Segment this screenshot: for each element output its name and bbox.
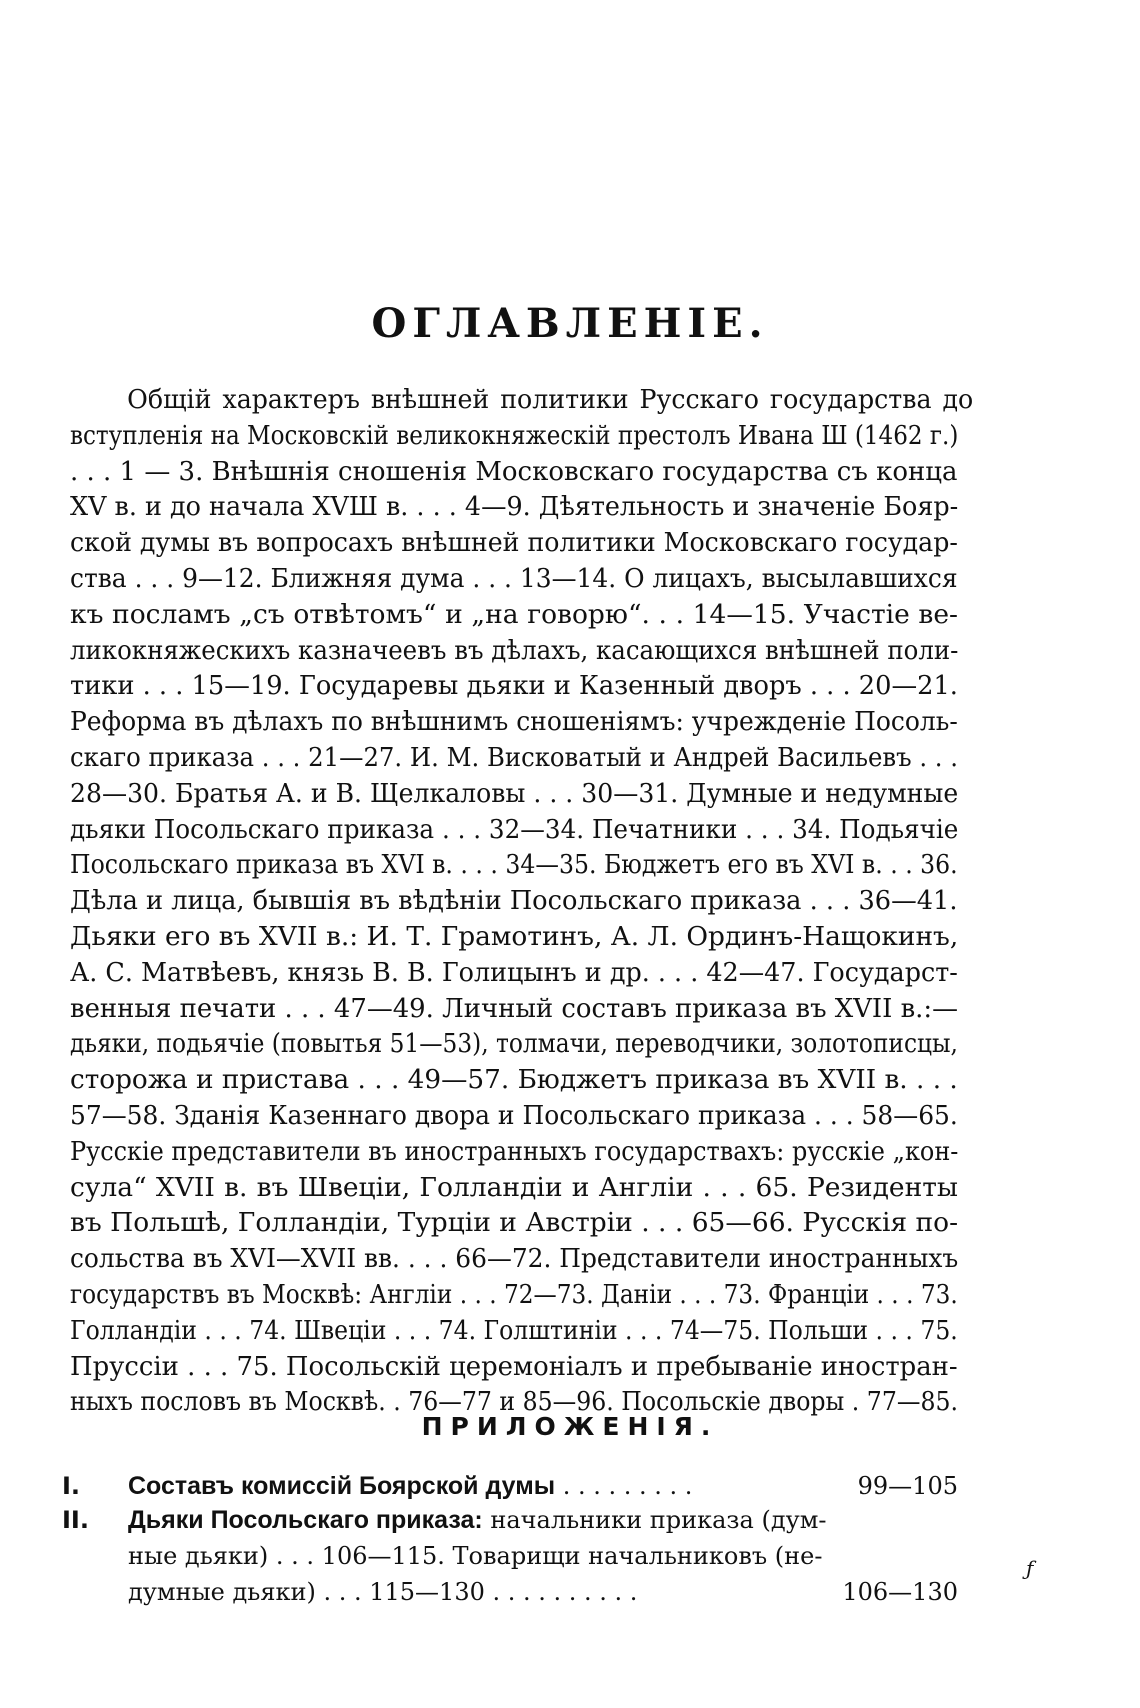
appendix-text: думные дьяки) . . . 115—130 (128, 1578, 485, 1606)
paragraph-line: . . . 1 — 3. Внѣшнія сношенія Московскаго государства съ конца (70, 455, 958, 487)
paragraph-line: венныя печати . . . 47—49. Личный составъ приказа въ XVII в.:— (70, 992, 959, 1024)
paragraph-line: сольства въ XVI—XVII вв. . . . 66—72. Представители иностранныхъ (70, 1243, 959, 1275)
paragraph-line: тики . . . 15—19. Государевы дьяки и Казенный дворъ . . . 20—21. (70, 670, 958, 702)
appendix-item-1 (62, 1472, 958, 1506)
leader-dots: . . . . . . . . . . (484, 1578, 638, 1606)
paragraph-line: XV в. и до начала XVШ в. . . . 4—9. Дѣятельность и значеніе Бояр- (70, 491, 959, 523)
paragraph-line: Дьяки его въ XVII в.: И. Т. Грамотинъ, А. Л. Ординъ-Нащокинъ, (70, 920, 959, 952)
paragraph-line: государствъ въ Москвѣ: Англіи . . . 72—73. Даніи . . . 73. Франціи . . . 73. (70, 1278, 958, 1310)
margin-mark: ƒ (1026, 1556, 1034, 1580)
appendix-pages: 106—130 (842, 1578, 958, 1606)
appendix-text-row (128, 1578, 637, 1606)
paragraph-line: въ Польшѣ, Голландіи, Турціи и Австріи . . . 65—66. Русскія по- (70, 1207, 959, 1239)
appendix-pages: 99—105 (857, 1472, 958, 1500)
paragraph-line: дьяки Посольскаго приказа . . . 32—34. Печатники . . . 34. Подьячіе (70, 813, 959, 845)
leader-dots: . . . . . . . . . (555, 1472, 693, 1500)
appendix-number: I. (62, 1472, 81, 1500)
contents-paragraph (70, 382, 974, 1420)
paragraph-line: ской думы въ вопросахъ внѣшней политики Московскаго государ- (70, 527, 958, 559)
appendix-title-row (128, 1472, 692, 1501)
paragraph-line: ликокняжескихъ казначеевъ въ дѣлахъ, касающихся внѣшней поли- (70, 634, 959, 666)
appendix-title: Составъ комиссій Боярской думы (128, 1472, 556, 1500)
appendix-item-2 (62, 1506, 958, 1616)
paragraph-line: Дѣла и лица, бывшія въ вѣдѣніи Посольскаго приказа . . . 36—41. (70, 885, 958, 917)
paragraph-line: Пруссіи . . . 75. Посольскій церемоніалъ и пребываніе иностран- (70, 1350, 958, 1382)
paragraph-line: А. С. Матвѣевъ, князь В. В. Голицынъ и др. . . . 42—47. Государст- (70, 956, 958, 988)
paragraph-line: Общій характеръ внѣшней политики Русскаго государства до (127, 384, 974, 415)
paragraph-line: вступленія на Московскій великокняжескій престолъ Ивана Ш (1462 г.) (70, 419, 959, 451)
paragraph-line: Голландіи . . . 74. Швеціи . . . 74. Голштиніи . . . 74—75. Польши . . . 75. (70, 1314, 958, 1346)
appendix-title: Дьяки Посольскаго приказа: (128, 1506, 483, 1534)
paragraph-line: 57—58. Зданія Казеннаго двора и Посольскаго приказа . . . 58—65. (70, 1099, 958, 1131)
paragraph-line: ныхъ пословъ въ Москвѣ. . 76—77 и 85—96. Посольскіе дворы . 77—85. (70, 1386, 958, 1418)
paragraph-line: Реформа въ дѣлахъ по внѣшнимъ сношеніямъ: учрежденіе Посоль- (70, 706, 958, 738)
appendix-title-row (128, 1506, 827, 1535)
appendix-text: ные дьяки) . . . 106—115. Товарищи начальниковъ (не- (128, 1542, 823, 1570)
paragraph-line: сторожа и пристава . . . 49—57. Бюджетъ приказа въ XVII в. . . . (70, 1064, 958, 1096)
appendix-heading: ПРИЛОЖЕНІЯ. (421, 1412, 719, 1441)
paragraph-line: 28—30. Братья А. и В. Щелкаловы . . . 30—31. Думные и недумные (70, 777, 959, 809)
paragraph-line: дьяки, подьячіе (повытья 51—53), толмачи, переводчики, золотописцы, (70, 1028, 958, 1060)
appendix-number: II. (62, 1506, 89, 1534)
paragraph-line: Русскіе представители въ иностранныхъ государствахъ: русскіе „кон- (70, 1135, 959, 1167)
page-title: ОГЛАВЛЕНІЕ. (371, 300, 769, 347)
paragraph-line: ства . . . 9—12. Ближняя дума . . . 13—14. О лицахъ, высылавшихся (70, 562, 958, 594)
paragraph-line: сула“ XVII в. въ Швеціи, Голландіи и Англіи . . . 65. Резиденты (70, 1171, 958, 1203)
paragraph-line: къ посламъ „съ отвѣтомъ“ и „на говорю“. . . 14—15. Участіе ве- (70, 598, 958, 630)
paragraph-line: Посольскаго приказа въ XVI в. . . . 34—35. Бюджетъ его въ XVI в. . . 36. (70, 849, 958, 881)
appendix-text: начальники приказа (дум- (482, 1506, 827, 1534)
paragraph-line: скаго приказа . . . 21—27. И. М. Висковатый и Андрей Васильевъ . . . (70, 741, 959, 773)
